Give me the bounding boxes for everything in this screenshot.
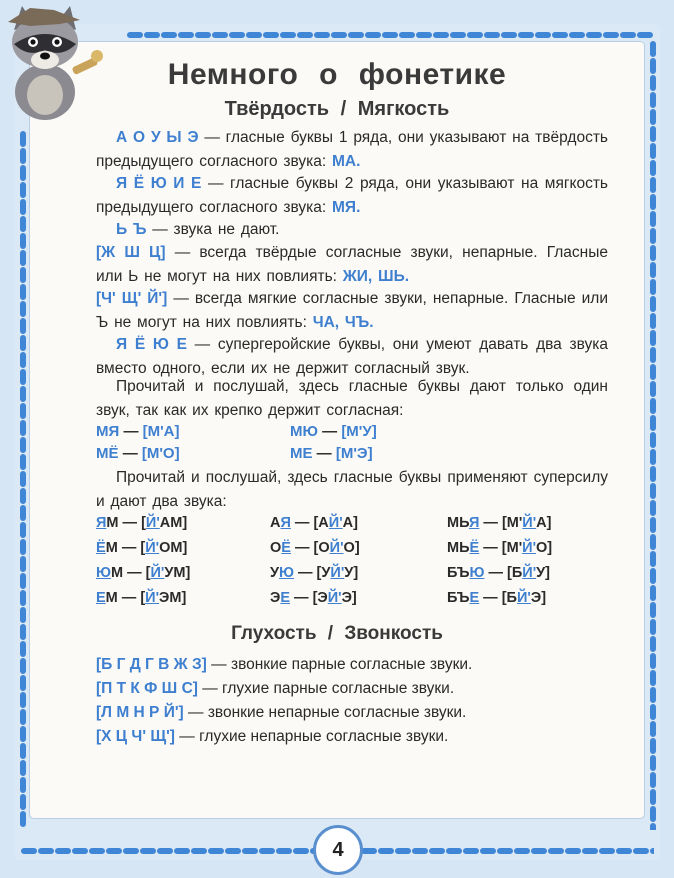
- paragraph-soft-consonants: [Ч' Щ' Й'] — всегда мягкие согласные звуки, непарные. Гласные или Ъ не могут на них повлиять: ЧА, ЧЪ.: [96, 290, 608, 331]
- table-cell: МЬЯ — [М'Й'А]: [447, 515, 552, 531]
- footprint-border-left: [18, 130, 28, 830]
- section-title-voicing: Глухость / Звонкость: [231, 623, 443, 644]
- voiceless-paired-line: [П Т К Ф Ш С] — глухие парные согласные звуки.: [96, 680, 455, 697]
- voiced-paired-line: [Б Г Д Г В Ж З] — звонкие парные согласные звуки.: [96, 656, 473, 673]
- signs-letters: Ь Ъ: [116, 221, 147, 238]
- superhero-letters: Я Ё Ю Е: [116, 336, 187, 353]
- pair-item: МЯ — [М'А]: [96, 423, 180, 440]
- footprint-border-right: [648, 40, 658, 830]
- table-cell: БЪЕ — [БЙ'Э]: [447, 590, 547, 606]
- footprint-border-top: [20, 30, 654, 40]
- voiceless-unpaired-line: [Х Ц Ч' Щ'] — глухие непарные согласные звуки.: [96, 728, 449, 745]
- paragraph-row2-vowels: Я Ё Ю И Е — гласные буквы 2 ряда, они указывают на мягкость предыдущего согласного звука: МЯ.: [96, 175, 608, 216]
- section-title-hardness: Твёрдость / Мягкость: [224, 98, 450, 120]
- table-cell: ОЁ — [ОЙ'О]: [270, 540, 360, 556]
- pair-item: МЮ — [М'У]: [290, 423, 377, 440]
- paragraph-hard-consonants: [Ж Ш Ц] — всегда твёрдые согласные звуки, непарные. Гласные или Ь не могут на них повлиять: ЖИ, ШЬ.: [96, 244, 608, 285]
- vowels-row1: А О У Ы Э: [116, 129, 199, 146]
- page-number: 4: [313, 825, 363, 875]
- vowels-row2: Я Ё Ю И Е: [116, 175, 202, 192]
- pair-item: МЕ — [М'Э]: [290, 445, 373, 462]
- table-cell: АЯ — [АЙ'А]: [270, 515, 358, 531]
- page-title: Немного о фонетике: [167, 58, 507, 91]
- table-cell: МЬЁ — [М'Й'О]: [447, 540, 553, 556]
- table-cell: БЪЮ — [БЙ'У]: [447, 565, 551, 581]
- pair-item: МЁ — [М'О]: [96, 445, 180, 462]
- table-cell: ЯМ — [Й'АМ]: [96, 515, 188, 531]
- soft-consonants: [Ч' Щ' Й']: [96, 290, 168, 307]
- paragraph-row1-vowels: А О У Ы Э — гласные буквы 1 ряда, они указывают на твёрдость предыдущего согласного звука: МА.: [96, 129, 608, 170]
- voiced-unpaired-line: [Л М Н Р Й'] — звонкие непарные согласные звуки.: [96, 704, 467, 721]
- table-cell: ЁМ — [Й'ОМ]: [96, 540, 188, 556]
- hard-consonants: [Ж Ш Ц]: [96, 244, 166, 261]
- paragraph-superhero-letters: Я Ё Ю Е — супергеройские буквы, они умеют давать два звука вместо одного, если их не держит согласный звук.: [96, 336, 608, 377]
- table-cell: ЮМ — [Й'УМ]: [96, 565, 191, 581]
- paragraph-signs: Ь Ъ — звука не дают.: [116, 221, 280, 238]
- table-cell: ЭЕ — [ЭЙ'Э]: [270, 590, 357, 606]
- table-cell: ЕМ — [Й'ЭМ]: [96, 590, 187, 606]
- paragraph-listen-one-sound: Прочитай и послушай, здесь гласные буквы дают только один звук, так как их крепко держит согласная:: [96, 378, 608, 419]
- table-cell: УЮ — [УЙ'У]: [270, 565, 359, 581]
- paragraph-listen-two-sounds: Прочитай и послушай, здесь гласные буквы применяют суперсилу и дают два звука:: [96, 469, 608, 510]
